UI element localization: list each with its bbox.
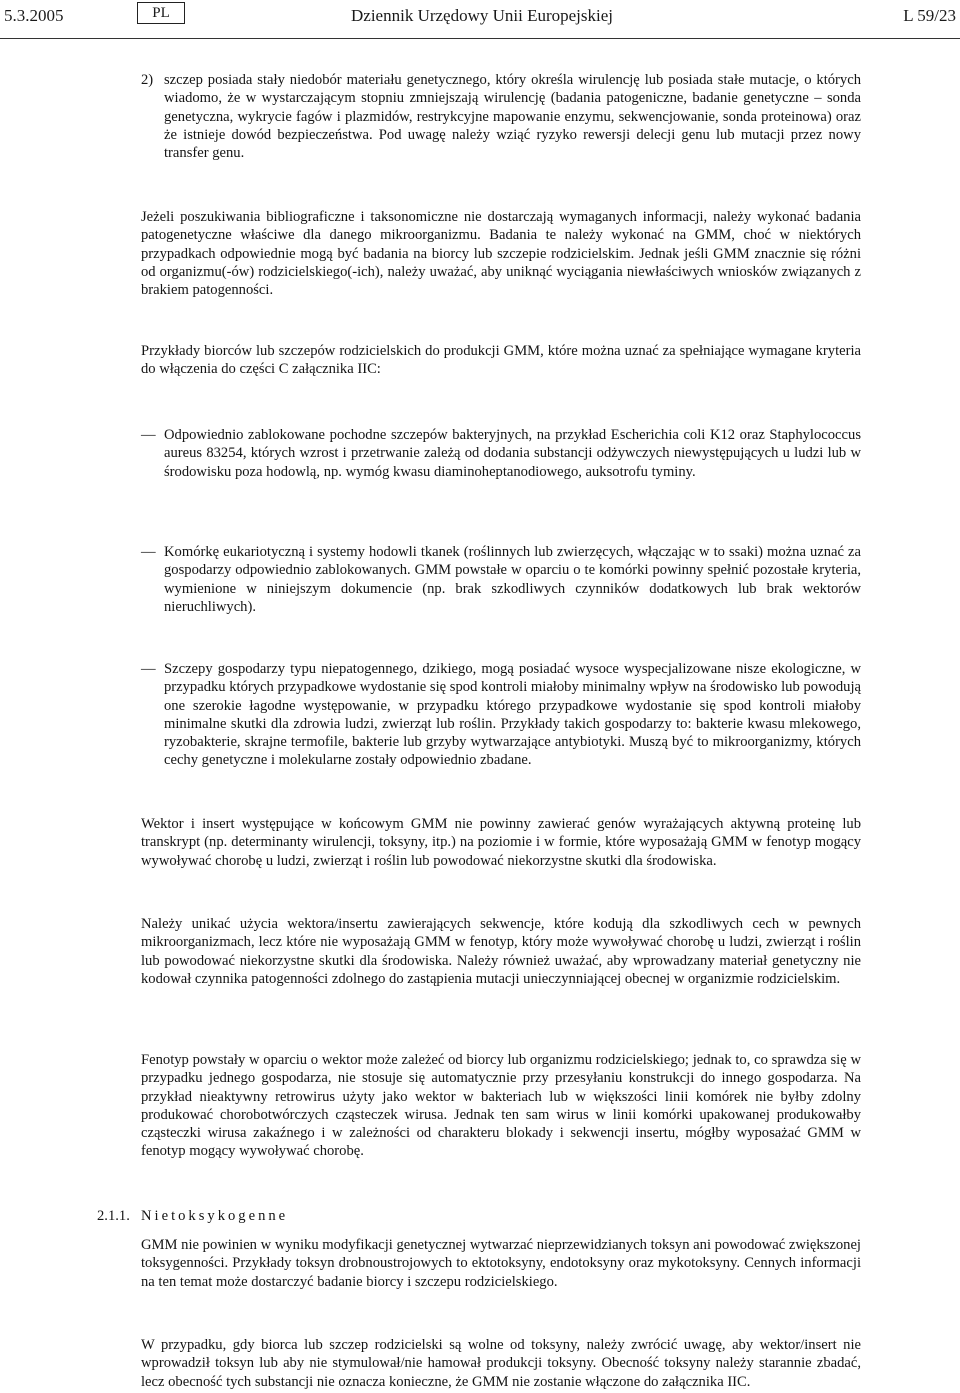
list-number: 2) <box>141 72 154 88</box>
paragraph: Fenotyp powstały w oparciu o wektor może zależeć od biorcy lub organizmu rodzicielskiego; jednak to, co sprawdza się w przypadku jednego gospodarza, nie stosuje się automatycznie przy przesyłaniu konstrukcji do innego gospodarza. Na przykład nieaktywny retrowirus użyty jako wektor w bakteriach lub w większości linii komórek nie byłby zdolny produkować chorobotwórczych cząsteczek wirusa. Jednak ten sam wirus w linii komórki upakowanej produkowałby cząsteczki wirusa zakaźnego i w zależności od charakteru blokady i sekwencji insertu, mógłby wyposażać GMM w fenotyp mogący wywoływać chorobę. <box>141 1052 861 1160</box>
header-rule <box>0 38 960 39</box>
dash-bullet: — <box>141 427 156 443</box>
list-item-text: szczep posiada stały niedobór materiału genetycznego, który określa wirulencję lub posiada stałe mutacje, o których wiadomo, że w wystarczającym stopniu zmniejszają wirulencję (badania patogeniczne, badanie genetyczne – sonda genetyczna, wykrycie fagów i plazmidów, restrykcyjne mapowanie enzymu, sekwencjowanie, sonda proteinowa) oraz że istnieje dowód bezpieczeństwa. Pod uwagę należy wziąć ryzyko rewersji delecji genu lub mutacji przez nowy transfer genu. <box>164 72 861 162</box>
section-number: 2.1.1. <box>97 1208 130 1224</box>
paragraph: W przypadku, gdy biorca lub szczep rodzicielski są wolne od toksyny, należy zwrócić uwagę, aby wektor/insert nie wprowadził toksyn lub aby nie stymulował/nie hamował produkcji toksyny. Obecność toksyny należy starannie zbadać, lecz obecność tych substancji nie oznacza konieczne, że GMM nie zostanie włączone do załącznika IIC. <box>141 1337 861 1390</box>
dash-bullet: — <box>141 544 156 560</box>
paragraph: Należy unikać użycia wektora/insertu zawierających sekwencje, które kodują dla szkodliwych cech w pewnych mikroorganizmach, lecz które nie wyposażają GMM w fenotyp, który może wywoływać chorobę u ludzi, zwierząt i roślin lub powodować niekorzystne skutki dla środowiska. Należy również uważać, aby wprowadzany materiał genetyczny nie kodował czynnika patogenności zdolnego do zastąpienia mutacji unieczynniającej obecnej w organizmie rodzicielskim. <box>141 916 861 987</box>
section-title: Nietoksykogenne <box>141 1208 289 1224</box>
publication-date: 5.3.2005 <box>4 6 64 25</box>
language-badge: PL <box>137 2 185 24</box>
page-reference: L 59/23 <box>903 6 956 25</box>
paragraph: Wektor i insert występujące w końcowym GMM nie powinny zawierać genów wyrażających aktywną proteinę lub transkrypt (np. determinanty wirulencji, toksyny, itp.) na poziomie i w formie, które wyposażają GMM w fenotyp mogący wywoływać chorobę u ludzi, zwierząt i roślin lub powodować niekorzystne skutki dla środowiska. <box>141 816 861 869</box>
dash-item-text: Odpowiednio zablokowane pochodne szczepów bakteryjnych, na przykład Escherichia coli K12 oraz Staphylococcus aureus 83254, których wzrost i przetrwanie zależą od dodania substancji odżywczych niewystępujących u ludzi lub w środowisku poza hodowlą, np. wymóg kwasu diaminoheptanodiowego, auksotrofu tyminy. <box>164 427 861 480</box>
journal-title: Dziennik Urzędowy Unii Europejskiej <box>351 6 614 25</box>
paragraph: GMM nie powinien w wyniku modyfikacji genetycznej wytwarzać nieprzewidzianych toksyn ani powodować zwiększonej toksygenności. Przykłady toksyn drobnoustrojowych to ektotoksyny, endotoksyny oraz mykotoksyny. Cennych informacji na ten temat może dostarczyć badanie biorcy i szczepu rodzicielskiego. <box>141 1237 861 1290</box>
dash-item-text: Komórkę eukariotyczną i systemy hodowli tkanek (roślinnych lub zwierzęcych, włączając w to ssaki) można uznać za gospodarzy odpowiednio zablokowanych. GMM powstałe w oparciu o te komórki powinny spełnić pozostałe kryteria, wymienione w niniejszym dokumencie (np. brak szkodliwych czynników dodatkowych lub brak wektorów nieruchliwych). <box>164 544 861 615</box>
paragraph: Przykłady biorców lub szczepów rodzicielskich do produkcji GMM, które można uznać za spełniające wymagane kryteria do włączenia do części C załącznika IIC: <box>141 343 861 378</box>
paragraph: Jeżeli poszukiwania bibliograficzne i taksonomiczne nie dostarczają wymaganych informacji, należy wykonać badania patogenetyczne właściwe dla danego mikroorganizmu. Badania te należy wykonać na GMM, choć w niektórych przypadkach odpowiednie mogą być badania na biorcy lub szczepie rodzicielskim. Jednak jeśli GMM znacznie się różni od organizmu(-ów) rodzicielskiego(-ich), należy uważać, aby uniknąć wyciągania niewłaściwych wniosków związanych z brakiem patogenności. <box>141 209 861 299</box>
dash-bullet: — <box>141 661 156 677</box>
page-header <box>0 0 960 40</box>
dash-item-text: Szczepy gospodarzy typu niepatogennego, dzikiego, mogą posiadać wysoce wyspecjalizowane nisze ekologiczne, w przypadku których przypadkowe wydostanie się spod kontroli miałoby minimalny wpływ na środowisko lub powodują one szerokie łagodne występowanie, w przypadku którego przypadkowe wydostanie się spod kontroli miałoby minimalne skutki dla zdrowia ludzi, zwierząt lub roślin. Przykłady takich gospodarzy to: bakterie kwasu mlekowego, ryzobakterie, skrajne termofile, bakterie lub grzyby wytwarzające antybiotyki. Muszą być to mikroorganizmy, których cechy genetyczne i molekularne zostały odpowiednio zbadane. <box>164 661 861 769</box>
